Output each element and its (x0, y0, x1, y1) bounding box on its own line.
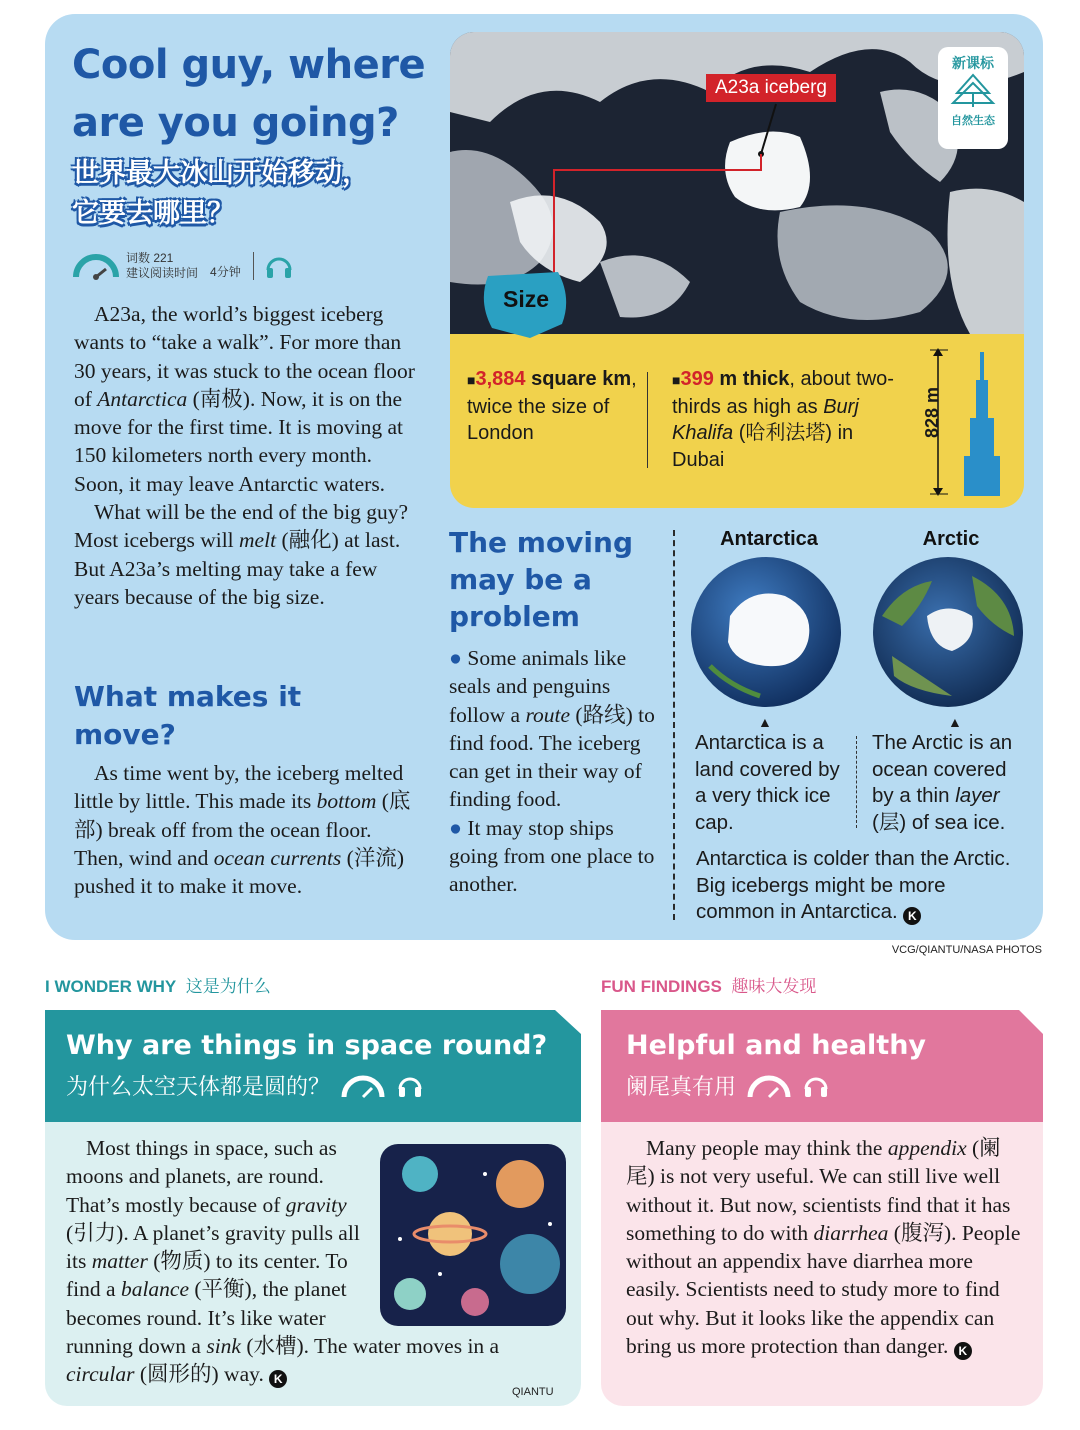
area-fact: ■3,884 square km, twice the size of London (467, 368, 637, 444)
caption-divider (856, 736, 857, 828)
term-sink: sink (206, 1334, 241, 1359)
planet-credit: QIANTU (512, 1386, 554, 1398)
term-diarrhea: diarrhea (813, 1220, 889, 1245)
wonder-title: Why are things in space round? (66, 1030, 548, 1061)
wonder-paragraph: Most things in space, such as moons and planets, are round. That’s mostly because of gravity (引力). A planet’s gravity pulls all its matter (物质) to its center. To find a balance (平衡), the planet becomes round. It’s like water running down a sink (水槽). The water moves in a circular (圆形的) way. K (66, 1134, 566, 1389)
speedometer-icon (746, 1073, 792, 1099)
problem-bullet-1: ● Some animals like seals and penguins follow a route (路线) to find food. The iceberg can get in their way of finding food. (449, 646, 655, 812)
curriculum-badge (938, 47, 1008, 149)
reading-meta-labels (126, 251, 198, 281)
brand-logo: K (954, 1342, 972, 1360)
term-melt: melt (239, 528, 277, 553)
fun-card-header (601, 1010, 1043, 1122)
intro-paragraph-1: A23a, the world’s biggest iceberg wants to “take a walk”. For more than 30 years, it was stuck to the ocean floor of Antarctica (南极). Now, it is on the move for the first time. It is moving at 150 kilometers north every month. Soon, it may leave Antarctic waters. (74, 302, 415, 496)
word-count: 词数 221 (126, 251, 174, 265)
brand-logo: K (903, 907, 921, 925)
arctic-caption: The Arctic is an ocean covered by a thin layer (层) of sea ice. (872, 731, 1013, 834)
headphones-icon[interactable] (802, 1073, 830, 1099)
term-matter: matter (91, 1249, 148, 1274)
wonder-subtitle: 为什么太空天体都是圆的？ (66, 1074, 331, 1099)
speedometer-icon (72, 251, 120, 281)
headphones-icon[interactable] (396, 1073, 424, 1099)
wonder-subtitle-row (66, 1070, 424, 1101)
term-circular: circular (66, 1362, 135, 1387)
area-value: 3,884 (475, 368, 526, 390)
thickness-fact: ■399 m thick, about two-thirds as high as Burj Khalifa (哈利法塔) in Dubai (672, 368, 894, 471)
term-burj-khalifa: Burj Khalifa (672, 395, 859, 444)
antarctica-caption: Antarctica is a land covered by a very thick ice cap. (695, 731, 840, 834)
move-heading: What makes it move? (74, 680, 302, 751)
term-ocean-currents: ocean currents (213, 845, 342, 870)
meta-divider (253, 252, 254, 280)
term-balance: balance (120, 1277, 189, 1302)
facts-divider (647, 372, 648, 468)
problem-text (449, 644, 664, 899)
tree-icon (949, 73, 997, 107)
wonder-card-header (45, 1010, 581, 1122)
intro-paragraph-2: What will be the end of the big guy? Most icebergs will melt (融化) at last. But A23a’s melting may take a few years because of the big size. (74, 500, 409, 609)
problem-heading: The moving may be a problem (449, 526, 634, 633)
move-paragraph: As time went by, the iceberg melted little by little. This made its bottom (底部) break off from the ocean floor. Then, wind and ocean currents (洋流) pushed it to make it move. (74, 761, 411, 899)
problem-bullet-2: ● It may stop ships going from one place to another. (449, 815, 655, 897)
fun-section-label: FUN FINDINGS 趣味大发现 (601, 977, 817, 996)
term-gravity: gravity (285, 1192, 347, 1217)
reading-time: 4分钟 (210, 265, 241, 279)
term-appendix: appendix (887, 1136, 967, 1160)
fun-title: Helpful and healthy (626, 1030, 927, 1061)
term-route: route (525, 702, 571, 727)
wonder-section-label: I WONDER WHY 这是为什么 (45, 977, 271, 996)
size-badge-label: Size (502, 286, 550, 312)
reading-time-label: 建议阅读时间 (126, 266, 199, 280)
height-label: 828 m (922, 386, 942, 438)
planets-illustration (380, 1144, 566, 1326)
bullet-square: ■ (467, 372, 476, 388)
photo-credit: VCG/QIANTU/NASA PHOTOS (891, 944, 1042, 956)
antarctica-title: Antarctica (720, 528, 818, 550)
arctic-title: Arctic (922, 528, 980, 550)
thickness-value: 399 (680, 368, 714, 390)
brand-logo: K (269, 1370, 287, 1388)
size-badge (478, 268, 574, 340)
badge-title: 新课标 (952, 55, 994, 71)
column-divider (673, 530, 675, 920)
arctic-pointer-icon: ▲ (948, 714, 962, 730)
comparison-text: Antarctica is colder than the Arctic. Big icebergs might be more common in Antarctica. K (696, 847, 1011, 923)
term-antarctica: Antarctica (97, 386, 188, 411)
term-bottom: bottom (316, 789, 377, 814)
badge-subtitle: 自然生态 (951, 115, 995, 127)
antarctica-pointer-icon: ▲ (758, 714, 772, 730)
antarctica-globe-image (690, 556, 842, 708)
headphones-icon[interactable] (264, 252, 294, 280)
article-title-chinese: 世界最大冰山开始移动，它要去哪里？ (72, 158, 369, 229)
term-layer: layer (955, 784, 1000, 807)
reading-meta (72, 248, 294, 284)
move-text (74, 759, 424, 900)
intro-text (74, 300, 424, 611)
fun-subtitle: 阑尾真有用 (626, 1074, 737, 1099)
arctic-globe-image (872, 556, 1024, 708)
iceberg-label: A23a iceberg (706, 74, 836, 102)
fun-paragraph: Many people may think the appendix (阑尾) is not very useful. We can still live well without it. But now, scientists find that it has something to do with diarrhea (腹泻). People without an appendix have diarrhea more easily. Scientists need to study more to find out why. But it looks like the appendix can bring us more protection than danger. K (626, 1136, 1021, 1359)
article-title: Cool guy, where are you going? (72, 42, 426, 146)
bullet-square: ■ (672, 372, 681, 388)
speedometer-icon (340, 1073, 386, 1099)
fun-subtitle-row (626, 1070, 830, 1101)
